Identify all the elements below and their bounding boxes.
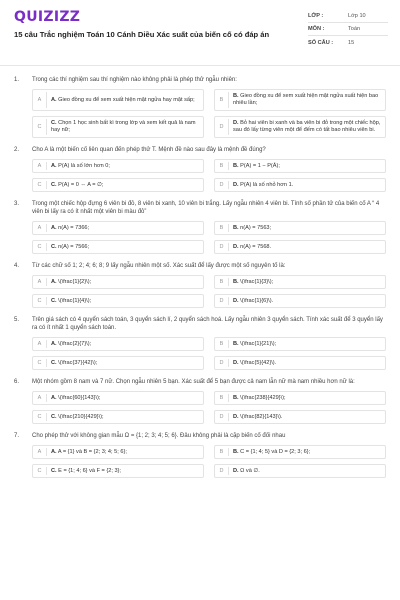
option-key: A. [51,96,57,103]
option-body: \(\frac{37}{42}\); [58,359,98,366]
option-key: A. [51,278,57,285]
option-letter: B [215,340,229,348]
answer-option-c[interactable] [32,178,204,192]
logo-text: QUIZIZZ [14,9,81,25]
option-text [233,93,381,107]
answer-option-c[interactable] [32,356,204,370]
answer-option-b[interactable] [214,221,386,235]
meta-value: Lớp 10 [348,13,366,19]
option-key: B. [233,224,239,231]
answer-option-a[interactable] [32,275,204,289]
option-key: D. [233,413,239,420]
question-number: 3. [14,201,20,207]
option-key: C. [51,243,57,250]
option-body: P(A) là số nhỏ hơn 1. [240,181,294,188]
question-item [14,76,386,138]
answer-option-a[interactable] [32,445,204,459]
answer-options [14,445,386,478]
meta-value: 15 [348,39,355,46]
question-number: 2. [14,147,20,153]
option-text [51,225,89,232]
meta-row-subject [308,23,388,36]
option-key: C. [51,297,57,304]
option-body: Bỏ hai viên bi xanh và ba viên bi đỏ trong một chiếc hộp, sau đó lấy từng viên một để đếm có tất bao nhiêu viên bi. [233,120,381,133]
option-key: C. [51,467,57,474]
answer-options [14,89,386,138]
option-text [233,225,271,232]
answer-option-c[interactable] [32,464,204,478]
option-text [51,120,199,134]
meta-label: SỐ CÂU : [308,39,334,46]
answer-option-b[interactable] [214,391,386,405]
option-key: D. [233,120,239,126]
option-letter: A [33,448,47,456]
answer-options [14,159,386,192]
option-key: A. [51,448,57,455]
answer-option-a[interactable] [32,159,204,173]
option-text [233,341,276,348]
answer-option-d[interactable] [214,464,386,478]
option-body: \(\frac{1}{6}\). [240,297,274,304]
question-item [14,200,386,254]
option-letter: A [33,340,47,348]
option-letter: C [33,467,47,475]
option-text [51,244,89,251]
option-letter: D [215,243,229,251]
question-header [14,200,386,216]
option-key: B. [233,448,239,455]
option-letter: B [215,394,229,402]
option-key: D. [233,467,239,474]
option-body: n(A) = 7566; [58,243,90,250]
option-key: C. [51,120,57,126]
option-key: B. [233,278,239,285]
option-text [51,468,121,475]
option-key: D. [233,243,239,250]
question-number: 4. [14,263,20,269]
answer-option-d[interactable] [214,294,386,308]
option-key: C. [51,359,57,366]
option-body: A = {1} và B = {2; 3; 4; 5; 6}; [57,448,127,455]
option-key: A. [51,340,57,347]
option-key: D. [233,181,239,188]
option-body: C = {1; 4; 5} và D = {2; 3; 6}; [240,448,311,455]
option-body: n(A) = 7563; [240,224,272,231]
option-letter: D [215,297,229,305]
option-body: P(A) là số lớn hơn 0; [58,162,110,169]
option-body: Gieo đồng xu để xem xuất hiện mặt ngửa xuất hiện bao nhiêu lần; [233,93,379,106]
option-text [233,360,276,367]
option-key: A. [51,224,57,231]
option-text [51,414,104,421]
answer-option-c[interactable] [32,116,204,138]
option-body: \(\frac{210}{429}\); [58,413,104,420]
option-text [51,395,100,402]
question-text: Trong một chiếc hộp đựng 6 viên bi đỏ, 8 viên bi xanh, 10 viên bi trắng. Lấy ngẫu nhiên 4 viên bi. Tính số phần tử của biến cố A “ 4 viên bi lấy ra có ít nhất một viên bi màu đỏ” [32,201,380,215]
question-item [14,316,386,370]
question-item [14,262,386,308]
question-header [14,262,386,270]
answer-option-b[interactable] [214,159,386,173]
answer-options [14,391,386,424]
answer-options [14,221,386,254]
question-item [14,378,386,424]
option-body: n(A) = 7568. [240,243,272,250]
question-text: Cho A là một biến cố liên quan đến phép thử T. Mệnh đề nào sau đây là mệnh đề đúng? [32,147,266,153]
meta-label: LỚP : [308,13,324,19]
question-number: 5. [14,317,20,323]
option-letter: D [215,467,229,475]
option-body: \(\frac{1}{21}\); [240,340,277,347]
option-text [233,244,271,251]
option-letter: D [215,119,229,135]
answer-option-d[interactable] [214,356,386,370]
option-text [51,360,97,367]
option-text [233,182,293,189]
page-title: 15 câu Trắc nghiệm Toán 10 Cánh Diều Xác suất của biến cố có đáp án [14,30,270,39]
option-body: Chọn 1 học sinh bất kì trong lớp và xem kết quả là nam hay nữ; [51,120,196,133]
option-body: P(A) = 1 − P(Ā); [240,162,280,169]
answer-option-c[interactable] [32,240,204,254]
answer-option-a[interactable] [32,337,204,351]
option-text [51,163,110,170]
answer-option-b[interactable] [214,275,386,289]
option-text [51,97,195,104]
option-text [233,120,381,134]
option-body: \(\frac{82}{143}\). [240,413,283,420]
option-letter: C [33,413,47,421]
option-body: \(\frac{1}{3}\); [240,278,274,285]
meta-label: MÔN : [308,26,325,32]
option-text [233,298,273,305]
option-letter: A [33,162,47,170]
option-letter: D [215,359,229,367]
option-key: C. [51,413,57,420]
option-body: Ω và ∅. [240,467,260,474]
option-key: C. [51,181,57,188]
option-text [51,341,91,348]
option-body: \(\frac{238}{429}\); [240,394,286,401]
question-header [14,146,386,154]
answer-option-b[interactable] [214,337,386,351]
question-text: Trên giá sách có 4 quyển sách toán, 3 quyển sách lí, 2 quyển sách hoá. Lấy ngẫu nhiên 3 quyển sách. Tính xác suất để 3 quyển lấy ra có ít nhất 1 quyển sách toán. [32,317,383,331]
meta-table [308,10,388,49]
answer-option-d[interactable] [214,240,386,254]
answer-option-a[interactable] [32,89,204,111]
answer-option-a[interactable] [32,221,204,235]
option-letter: C [33,359,47,367]
question-item [14,432,386,478]
option-text [233,395,286,402]
option-text [233,449,310,456]
option-body: P(A) = 0 ⇔ A = ∅; [58,181,104,188]
option-letter: A [33,92,47,108]
option-letter: B [215,162,229,170]
option-body: \(\frac{60}{143}\); [58,394,101,401]
option-letter: A [33,394,47,402]
option-key: B. [233,340,239,347]
option-key: B. [233,162,239,169]
question-number: 7. [14,433,20,439]
option-text [51,298,91,305]
option-letter: D [215,413,229,421]
question-number: 6. [14,379,20,385]
option-body: E = {1; 4; 6} và F = {2; 3}; [58,467,121,474]
option-letter: C [33,119,47,135]
answer-option-d[interactable] [214,116,386,138]
meta-row-count [308,36,388,49]
meta-value: Toán [348,26,361,32]
option-body: \(\frac{2}{7}\); [58,340,92,347]
answer-options [14,337,386,370]
option-text [233,414,282,421]
option-letter: B [215,448,229,456]
option-text [51,182,103,189]
option-text [233,279,273,286]
question-header [14,76,386,84]
option-key: D. [233,297,239,304]
question-item [14,146,386,192]
document-header [0,0,400,66]
option-text [51,449,127,456]
answer-option-b[interactable] [214,89,386,111]
question-text: Cho phép thử với không gian mẫu Ω = {1; 2; 3; 4; 5; 6}. Đâu không phải là cặp biến cố đối nhau [32,433,286,439]
answer-option-a[interactable] [32,391,204,405]
option-letter: D [215,181,229,189]
answer-option-d[interactable] [214,178,386,192]
question-number: 1. [14,77,20,83]
option-body: \(\frac{5}{42}\). [240,359,277,366]
question-header [14,316,386,332]
option-letter: B [215,224,229,232]
option-body: \(\frac{1}{2}\); [58,278,92,285]
answer-option-c[interactable] [32,294,204,308]
question-text: Từ các chữ số 1; 2; 4; 6; 8; 9 lấy ngẫu nhiên một số. Xác suất để lấy được một số nguyên tố là: [32,263,286,269]
option-body: Gieo đồng xu để xem xuất hiện mặt ngửa hay mặt sấp; [58,96,195,103]
option-letter: B [215,92,229,108]
option-text [233,468,260,475]
question-text: Một nhóm gồm 8 nam và 7 nữ. Chọn ngẫu nhiên 5 bạn. Xác suất để 5 bạn được cả nam lẫn nữ mà nam nhiều hơn nữ là: [32,379,355,385]
answer-option-b[interactable] [214,445,386,459]
option-letter: C [33,181,47,189]
option-text [233,163,280,170]
question-text: Trong các thí nghiệm sau thí nghiệm nào không phải là phép thử ngẫu nhiên: [32,77,237,83]
question-list [0,66,400,478]
option-key: A. [51,394,57,401]
option-body: n(A) = 7366; [58,224,90,231]
option-letter: C [33,297,47,305]
meta-row-class [308,10,388,23]
option-key: A. [51,162,57,169]
option-key: D. [233,359,239,366]
option-body: \(\frac{1}{4}\); [58,297,92,304]
answer-option-d[interactable] [214,410,386,424]
question-header [14,378,386,386]
answer-options [14,275,386,308]
option-key: B. [233,394,239,401]
option-letter: B [215,278,229,286]
option-key: B. [233,93,239,99]
option-letter: A [33,278,47,286]
answer-option-c[interactable] [32,410,204,424]
option-letter: C [33,243,47,251]
question-header [14,432,386,440]
option-text [51,279,91,286]
option-letter: A [33,224,47,232]
